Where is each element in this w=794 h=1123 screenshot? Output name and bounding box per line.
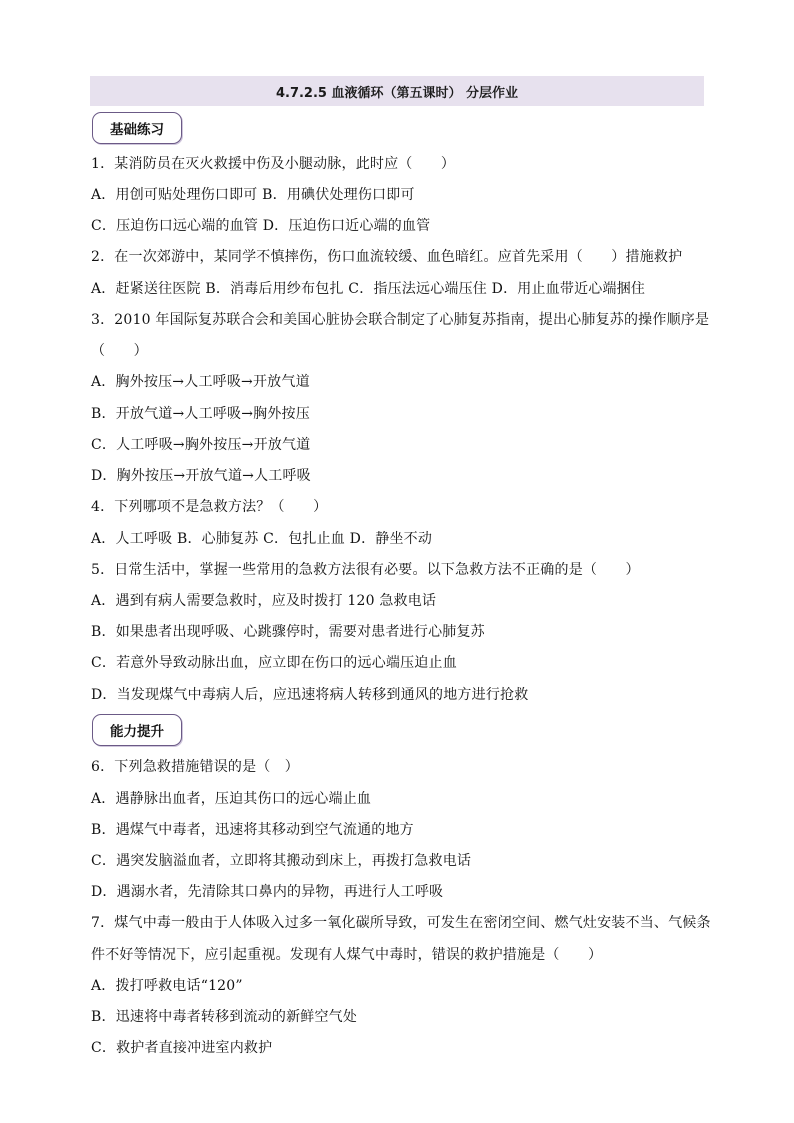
question-3-option-a: A．胸外按压→人工呼吸→开放气道	[91, 374, 310, 390]
question-2: 2．在一次郊游中，某同学不慎摔伤，伤口血流较缓、血色暗红。应首先采用（ ）措施救护	[91, 249, 683, 265]
question-6-option-a: A．遇静脉出血者，压迫其伤口的远心端止血	[91, 791, 372, 807]
section-basic-practice: 基础练习	[92, 112, 182, 144]
question-3-answer-bracket: （ ）	[91, 343, 148, 359]
question-6: 6．下列急救措施错误的是（ ）	[91, 759, 299, 775]
question-3-option-c: C．人工呼吸→胸外按压→开放气道	[91, 437, 311, 453]
question-7-option-c: C．救护者直接冲进室内救护	[91, 1040, 273, 1056]
question-7-continued: 件不好等情况下，应引起重视。发现有人煤气中毒时，错误的救护措施是（ ）	[91, 947, 603, 963]
question-3-option-b: B．开放气道→人工呼吸→胸外按压	[91, 406, 310, 422]
question-1-options-cd: C．压迫伤口远心端的血管 D．压迫伤口近心端的血管	[91, 218, 431, 234]
question-5-option-a: A．遇到有病人需要急救时，应及时拨打 120 急救电话	[91, 593, 437, 609]
question-2-options: A．赶紧送往医院 B．消毒后用纱布包扎 C．指压法远心端压住 D．用止血带近心端捆住	[91, 281, 646, 297]
question-6-option-d: D．遇溺水者，先清除其口鼻内的异物，再进行人工呼吸	[91, 884, 444, 900]
question-7: 7．煤气中毒一般由于人体吸入过多一氧化碳所导致，可发生在密闭空间、燃气灶安装不当、气候条	[91, 915, 711, 931]
page-title: 4.7.2.5 血液循环（第五课时） 分层作业	[90, 76, 704, 106]
question-5: 5．日常生活中，掌握一些常用的急救方法很有必要。以下急救方法不正确的是（ ）	[91, 562, 640, 578]
question-4: 4．下列哪项不是急救方法？（ ）	[91, 499, 328, 515]
question-6-option-b: B．遇煤气中毒者，迅速将其移动到空气流通的地方	[91, 822, 414, 838]
question-3: 3．2010 年国际复苏联合会和美国心脏协会联合制定了心肺复苏指南，提出心肺复苏的操作顺序是	[91, 312, 710, 328]
question-1-options-ab: A．用创可贴处理伤口即可 B．用碘伏处理伤口即可	[91, 187, 415, 203]
question-5-option-d: D．当发现煤气中毒病人后，应迅速将病人转移到通风的地方进行抢救	[91, 687, 529, 703]
question-1: 1．某消防员在灭火救援中伤及小腿动脉，此时应（ ）	[91, 156, 456, 172]
question-7-option-a: A．拨打呼救电话“120”	[91, 978, 243, 994]
question-4-options: A．人工呼吸 B．心肺复苏 C．包扎止血 D．静坐不动	[91, 531, 433, 547]
question-5-option-c: C．若意外导致动脉出血，应立即在伤口的远心端压迫止血	[91, 655, 457, 671]
question-7-option-b: B．迅速将中毒者转移到流动的新鲜空气处	[91, 1009, 358, 1025]
section-ability-improvement: 能力提升	[92, 714, 182, 746]
question-5-option-b: B．如果患者出现呼吸、心跳骤停时，需要对患者进行心肺复苏	[91, 624, 485, 640]
question-6-option-c: C．遇突发脑溢血者，立即将其搬动到床上，再拨打急救电话	[91, 853, 472, 869]
question-3-option-d: D．胸外按压→开放气道→人工呼吸	[91, 468, 311, 484]
